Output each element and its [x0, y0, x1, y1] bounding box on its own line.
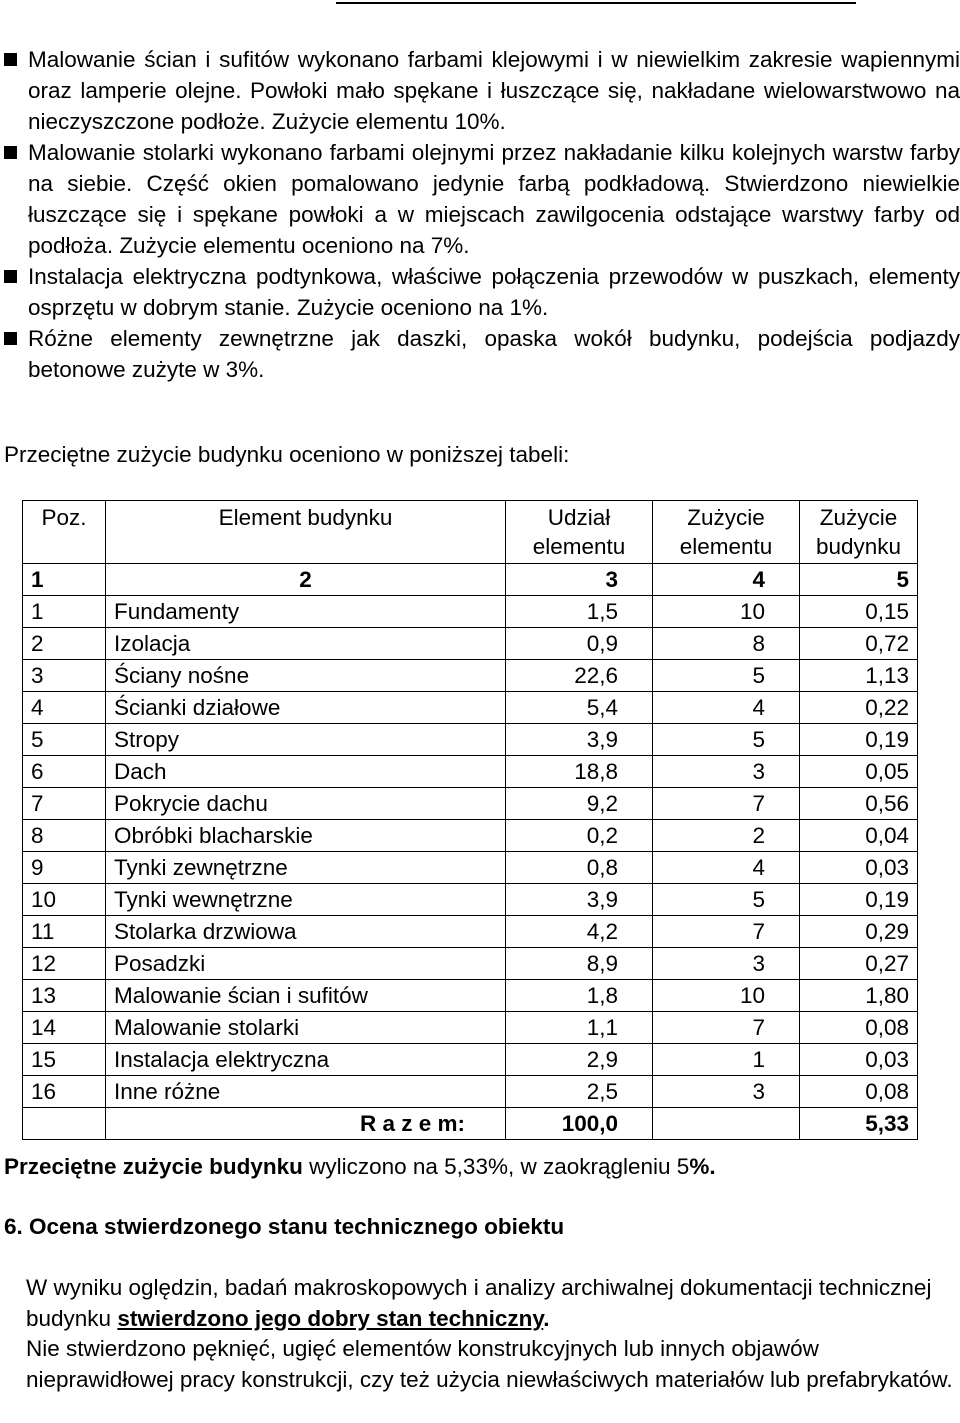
row-share: 1,1 [506, 1012, 653, 1044]
wear-table [22, 500, 918, 1140]
row-element: Stolarka drzwiowa [106, 916, 506, 948]
row-element: Posadzki [106, 948, 506, 980]
row-element-wear: 3 [653, 948, 800, 980]
bullet-text: Różne elementy zewnętrzne jak daszki, opaska wokół budynku, podejścia podjazdy betonowe zużyte w 3%. [28, 326, 960, 382]
column-number: 2 [106, 564, 506, 596]
row-element: Tynki zewnętrzne [106, 852, 506, 884]
bullet-list [4, 44, 960, 385]
total-label: R a z e m: [106, 1108, 506, 1140]
total-wear: 5,33 [800, 1108, 918, 1140]
row-element: Tynki wewnętrzne [106, 884, 506, 916]
row-element: Stropy [106, 724, 506, 756]
row-building-wear: 0,03 [800, 1044, 918, 1076]
table-row [23, 628, 918, 660]
row-building-wear: 0,15 [800, 596, 918, 628]
table-row [23, 820, 918, 852]
total-empty-cell [653, 1108, 800, 1140]
bullet-item [4, 137, 960, 261]
total-empty-cell [23, 1108, 106, 1140]
row-share: 3,9 [506, 724, 653, 756]
total-share: 100,0 [506, 1108, 653, 1140]
row-share: 0,9 [506, 628, 653, 660]
assessment-paragraph [10, 1273, 956, 1334]
row-share: 0,8 [506, 852, 653, 884]
row-element-wear: 3 [653, 1076, 800, 1108]
row-share: 2,5 [506, 1076, 653, 1108]
row-share: 0,2 [506, 820, 653, 852]
table-row [23, 1044, 918, 1076]
row-share: 1,8 [506, 980, 653, 1012]
row-element: Izolacja [106, 628, 506, 660]
table-row [23, 1076, 918, 1108]
row-element: Dach [106, 756, 506, 788]
table-intro: Przeciętne zużycie budynku oceniono w poniższej tabeli: [4, 442, 570, 467]
row-position: 8 [23, 820, 106, 852]
row-building-wear: 0,08 [800, 1012, 918, 1044]
row-element: Inne różne [106, 1076, 506, 1108]
row-element: Malowanie stolarki [106, 1012, 506, 1044]
bullet-item [4, 44, 960, 137]
row-share: 5,4 [506, 692, 653, 724]
row-element: Instalacja elektryczna [106, 1044, 506, 1076]
row-share: 8,9 [506, 948, 653, 980]
column-number-row [23, 564, 918, 596]
row-element-wear: 5 [653, 660, 800, 692]
row-building-wear: 0,19 [800, 724, 918, 756]
row-position: 3 [23, 660, 106, 692]
square-bullet-icon [4, 270, 17, 283]
row-building-wear: 0,04 [800, 820, 918, 852]
table-row [23, 916, 918, 948]
row-building-wear: 1,80 [800, 980, 918, 1012]
row-position: 10 [23, 884, 106, 916]
header-element: Element budynku [106, 501, 506, 564]
row-building-wear: 0,56 [800, 788, 918, 820]
header-poz: Poz. [23, 501, 106, 564]
column-number: 4 [653, 564, 800, 596]
row-element-wear: 7 [653, 788, 800, 820]
column-number: 1 [23, 564, 106, 596]
row-element: Ściany nośne [106, 660, 506, 692]
final-assessment [26, 1273, 956, 1395]
column-number: 5 [800, 564, 918, 596]
row-position: 12 [23, 948, 106, 980]
header-rule [336, 2, 856, 4]
row-building-wear: 0,22 [800, 692, 918, 724]
bullet-text: Malowanie ścian i sufitów wykonano farbami klejowymi i w niewielkim zakresie wapiennymi oraz lamperie olejne. Powłoki mało spękane i łuszczące się, nakładane wielowarstwowo na nieczyszczone podłoże. Zużycie elementu 10%. [28, 47, 960, 134]
header-element-wear: Zużycie elementu [653, 501, 800, 564]
row-position: 4 [23, 692, 106, 724]
row-element: Obróbki blacharskie [106, 820, 506, 852]
table-row [23, 884, 918, 916]
row-share: 22,6 [506, 660, 653, 692]
row-position: 15 [23, 1044, 106, 1076]
row-building-wear: 0,19 [800, 884, 918, 916]
row-element-wear: 4 [653, 692, 800, 724]
summary-end: %. [689, 1154, 716, 1179]
row-share: 18,8 [506, 756, 653, 788]
row-building-wear: 0,29 [800, 916, 918, 948]
row-position: 7 [23, 788, 106, 820]
table-row [23, 596, 918, 628]
table-row [23, 660, 918, 692]
row-share: 1,5 [506, 596, 653, 628]
row-building-wear: 0,05 [800, 756, 918, 788]
assessment-paragraph: Nie stwierdzono pęknięć, ugięć elementów konstrukcyjnych lub innych objawów nieprawidłowej pracy konstrukcji, czy też użycia niewłaściwych materiałów lub prefabrykatów. [26, 1336, 953, 1392]
row-element: Malowanie ścian i sufitów [106, 980, 506, 1012]
row-share: 3,9 [506, 884, 653, 916]
summary-text: wyliczono na 5,33%, w zaokrągleniu 5 [302, 1154, 690, 1179]
bullet-item [4, 323, 960, 385]
row-position: 1 [23, 596, 106, 628]
row-element-wear: 10 [653, 596, 800, 628]
wear-summary [4, 1151, 716, 1182]
header-building-wear: Zużycie budynku [800, 501, 918, 564]
row-element-wear: 4 [653, 852, 800, 884]
row-share: 2,9 [506, 1044, 653, 1076]
row-building-wear: 0,03 [800, 852, 918, 884]
row-share: 4,2 [506, 916, 653, 948]
table-row [23, 948, 918, 980]
table-header-row [23, 501, 918, 564]
table-row [23, 788, 918, 820]
row-position: 16 [23, 1076, 106, 1108]
row-position: 14 [23, 1012, 106, 1044]
row-building-wear: 1,13 [800, 660, 918, 692]
square-bullet-icon [4, 332, 17, 345]
row-building-wear: 0,72 [800, 628, 918, 660]
bullet-text: Instalacja elektryczna podtynkowa, właściwe połączenia przewodów w puszkach, elementy osprzętu w dobrym stanie. Zużycie oceniono na 1%. [28, 264, 960, 320]
table-row [23, 692, 918, 724]
row-element-wear: 7 [653, 1012, 800, 1044]
row-element-wear: 3 [653, 756, 800, 788]
row-element-wear: 5 [653, 884, 800, 916]
row-position: 13 [23, 980, 106, 1012]
row-building-wear: 0,08 [800, 1076, 918, 1108]
assessment-period: . [543, 1305, 550, 1331]
row-element-wear: 10 [653, 980, 800, 1012]
row-building-wear: 0,27 [800, 948, 918, 980]
row-position: 2 [23, 628, 106, 660]
row-element-wear: 7 [653, 916, 800, 948]
row-share: 9,2 [506, 788, 653, 820]
row-position: 9 [23, 852, 106, 884]
table-row [23, 980, 918, 1012]
bullet-item [4, 261, 960, 323]
total-row [23, 1108, 918, 1140]
row-element: Fundamenty [106, 596, 506, 628]
row-element: Ścianki działowe [106, 692, 506, 724]
bullet-text: Malowanie stolarki wykonano farbami olejnymi przez nakładanie kilku kolejnych warstw farby na siebie. Część okien pomalowano jedynie farbą podkładową. Stwierdzono niewielkie łuszczące się i spękane powłoki a w miejscach zawilgocenia odstające warstwy farby od podłoża. Zużycie elementu oceniono na 7%. [28, 140, 960, 258]
row-element-wear: 5 [653, 724, 800, 756]
summary-bold: Przeciętne zużycie budynku [4, 1154, 303, 1179]
table-row [23, 852, 918, 884]
row-position: 6 [23, 756, 106, 788]
row-position: 11 [23, 916, 106, 948]
assessment-text: W wyniku oględzin, badań makroskopowych i analizy archiwalnej dokumentacji technicznej budynku [26, 1275, 932, 1331]
row-element-wear: 1 [653, 1044, 800, 1076]
header-share: Udział elementu [506, 501, 653, 564]
table-row [23, 1012, 918, 1044]
table-row [23, 756, 918, 788]
row-element-wear: 8 [653, 628, 800, 660]
row-position: 5 [23, 724, 106, 756]
row-element-wear: 2 [653, 820, 800, 852]
section-title: 6. Ocena stwierdzonego stanu technicznego obiektu [4, 1214, 565, 1239]
column-number: 3 [506, 564, 653, 596]
square-bullet-icon [4, 53, 17, 66]
table-row [23, 724, 918, 756]
assessment-conclusion: stwierdzono jego dobry stan techniczny [117, 1305, 544, 1331]
row-element: Pokrycie dachu [106, 788, 506, 820]
square-bullet-icon [4, 146, 17, 159]
